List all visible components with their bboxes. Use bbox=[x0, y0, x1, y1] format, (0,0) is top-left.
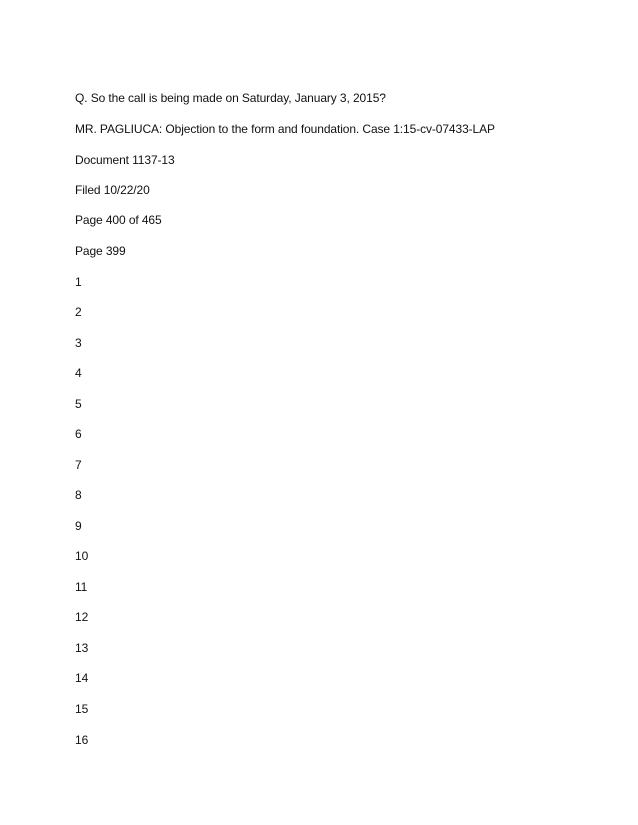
objection-line: MR. PAGLIUCA: Objection to the form and foundation. Case 1:15-cv-07433-LAP bbox=[75, 122, 495, 136]
question-line: Q. So the call is being made on Saturday, January 3, 2015? bbox=[75, 91, 386, 105]
line-number: 16 bbox=[75, 733, 89, 747]
line-number: 12 bbox=[75, 610, 89, 624]
line-number: 13 bbox=[75, 641, 89, 655]
line-number: 8 bbox=[75, 488, 82, 502]
line-number: 2 bbox=[75, 305, 82, 319]
line-number: 7 bbox=[75, 458, 82, 472]
page-of-total: Page 400 of 465 bbox=[75, 213, 162, 227]
transcript-page: Page 399 bbox=[75, 244, 126, 258]
line-number: 1 bbox=[75, 275, 82, 289]
line-number: 15 bbox=[75, 702, 89, 716]
line-number: 9 bbox=[75, 519, 82, 533]
line-number: 5 bbox=[75, 397, 82, 411]
line-number: 6 bbox=[75, 427, 82, 441]
filed-date: Filed 10/22/20 bbox=[75, 183, 150, 197]
line-number: 3 bbox=[75, 336, 82, 350]
line-number: 4 bbox=[75, 366, 82, 380]
line-number: 14 bbox=[75, 671, 89, 685]
document-number: Document 1137-13 bbox=[75, 153, 175, 167]
line-number: 10 bbox=[75, 549, 89, 563]
line-number: 11 bbox=[75, 580, 88, 594]
